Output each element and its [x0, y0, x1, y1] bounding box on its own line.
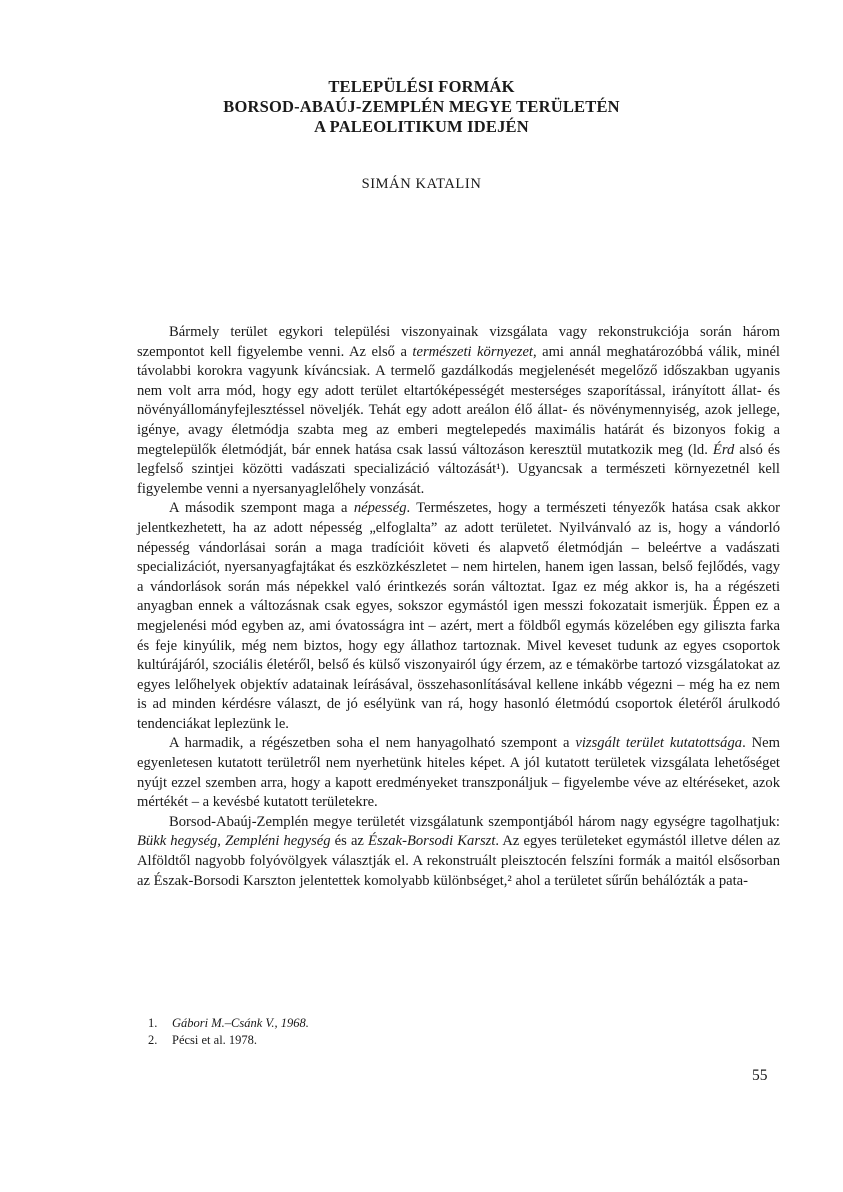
italic-term: vizsgált terület kutatottsága: [575, 735, 743, 752]
paragraph-text: . Természetes, hogy a természeti tényezők hatása csak akkor jelentkezhetett, ha az adott népesség „elfoglalta” az adott területet. Nyilvánvaló az is, hogy a vándorló népesség vándorlásai során a maga tradícióit követi és alapvető életmódján – beleértve a vadászati specializációt, nyersanyagfajtákat és eszközkészletet – nem hirtelen, hanem igen lassan, belső fejlődés, vagy a vándorlások során más népekkel való érintkezés során változtat. Igaz ez még akkor is, ha a régészeti anyagban ennek a változásnak csak egyes, sokszor egymástól igen messzi fokozatait ismerjük. Éppen ez a megjelenési mód egyben az, ami óvatosságra int – azért, mert a földből egymás közelében egy giliszta farka és feje kinyúlik, még nem biztos, hogy egy állathoz tartoznak. Mivel keveset tudunk az egyes csoportok kultúrájáról, szociális életéről, belső és külső viszonyairól úgy érzem, az e témakörbe tartozó vizsgálatokat az egyes lelőhelyek objektív adatainak leírásával, összehasonlításával kellene inkább végezni – még ha ez nem is ad minden kérdésre választ, de jó esélyünk van rá, hogy hasonló életmódú csoportok életéről árulkodó tendenciákat leplezünk le.: [137, 500, 780, 732]
paragraph-text: A második szempont maga a: [169, 500, 354, 517]
footnotes: [148, 1015, 309, 1049]
paragraph-text: Borsod-Abaúj-Zemplén megye területét vizsgálatunk szempontjából három nagy egységre tagolhatjuk:: [169, 813, 780, 830]
title-line-2: BORSOD-ABAÚJ-ZEMPLÉN MEGYE TERÜLETÉN: [223, 97, 620, 116]
footnote-text: Pécsi et al. 1978.: [172, 1033, 258, 1047]
page-number: 55: [752, 1067, 768, 1084]
paragraph-text: . Az egyes területeket egymástól illetve délen az Alföldtől nagyobb folyóvölgyek választják el. A rekonstruált pleisztocén felszíni formák a maitól elsősorban az Észak-Borsodi Karszton jelentettek komolyabb különbséget,² ahol a területet sűrűn behálózták a pata-: [137, 833, 781, 889]
article-title: [0, 77, 843, 137]
italic-term: Érd: [712, 441, 735, 458]
paragraph-text: alsó és legfelső szintjei közötti vadászati specializáció változását¹). Ugyancsak a természeti környezetnél kell figyelembe venni a nyersanyaglelőhely vonzását.: [137, 441, 781, 497]
paragraph-text: és az: [330, 833, 369, 850]
footnote-number: 2.: [148, 1033, 158, 1047]
italic-term: Bükk hegység, Zempléni hegység: [137, 833, 331, 850]
paragraph-4: [137, 813, 780, 891]
paragraph-3: [137, 734, 780, 812]
footnote-number: 1.: [148, 1016, 158, 1030]
footnote-2: [148, 1032, 309, 1049]
author-name: SIMÁN KATALIN: [361, 176, 482, 192]
paragraph-1: [137, 323, 780, 499]
paragraph-text: . Nem egyenletesen kutatott területről nem nyerhetünk hiteles képet. A jól kutatott területek vizsgálata lehetőséget nyújt ezzel szemben arra, hogy a kapott eredményeket transzponáljuk – figyelembe véve az eltéréseket, azok mértékét – a kevésbé kutatott területekre.: [137, 735, 780, 811]
paragraph-text: Bármely terület egykori települési viszonyainak vizsgálata vagy rekonstrukciója során három szempontot kell figyelembe venni. Az első a: [137, 324, 780, 360]
title-line-3: A PALEOLITIKUM IDEJÉN: [314, 117, 529, 136]
italic-term: természeti környezet: [412, 343, 533, 360]
italic-term: népesség: [353, 500, 407, 517]
footnote-1: [148, 1015, 309, 1032]
paragraph-text: A harmadik, a régészetben soha el nem hanyagolható szempont a: [169, 735, 576, 752]
paragraph-2: [137, 499, 780, 734]
italic-term: Észak-Borsodi Karszt: [368, 833, 496, 850]
footnote-text: Gábori M.–Csánk V., 1968.: [172, 1016, 309, 1030]
title-line-1: TELEPÜLÉSI FORMÁK: [328, 77, 515, 96]
body-text: [137, 323, 780, 891]
paragraph-text: , ami annál meghatározóbbá válik, minél távolabbi korokra vagyunk kíváncsiak. A termelő gazdálkodás megjelenését megelőző időszakban ugyanis nem volt arra mód, hogy egy adott terület eltartóképességét mesterséges szaporítással, irányított állat- és növényállományfejlesztéssel növeljék. Tehát egy adott areálon élő állat- és növénymennyiség, azok jellege, igénye, avagy életmódja szabta meg az emberi megtelepedés maximális határát és bizonyos fokig a megtelepülők életmódját, bár ennek hatása csak lassú változáson keresztül mutatkozik meg (ld.: [137, 343, 780, 458]
